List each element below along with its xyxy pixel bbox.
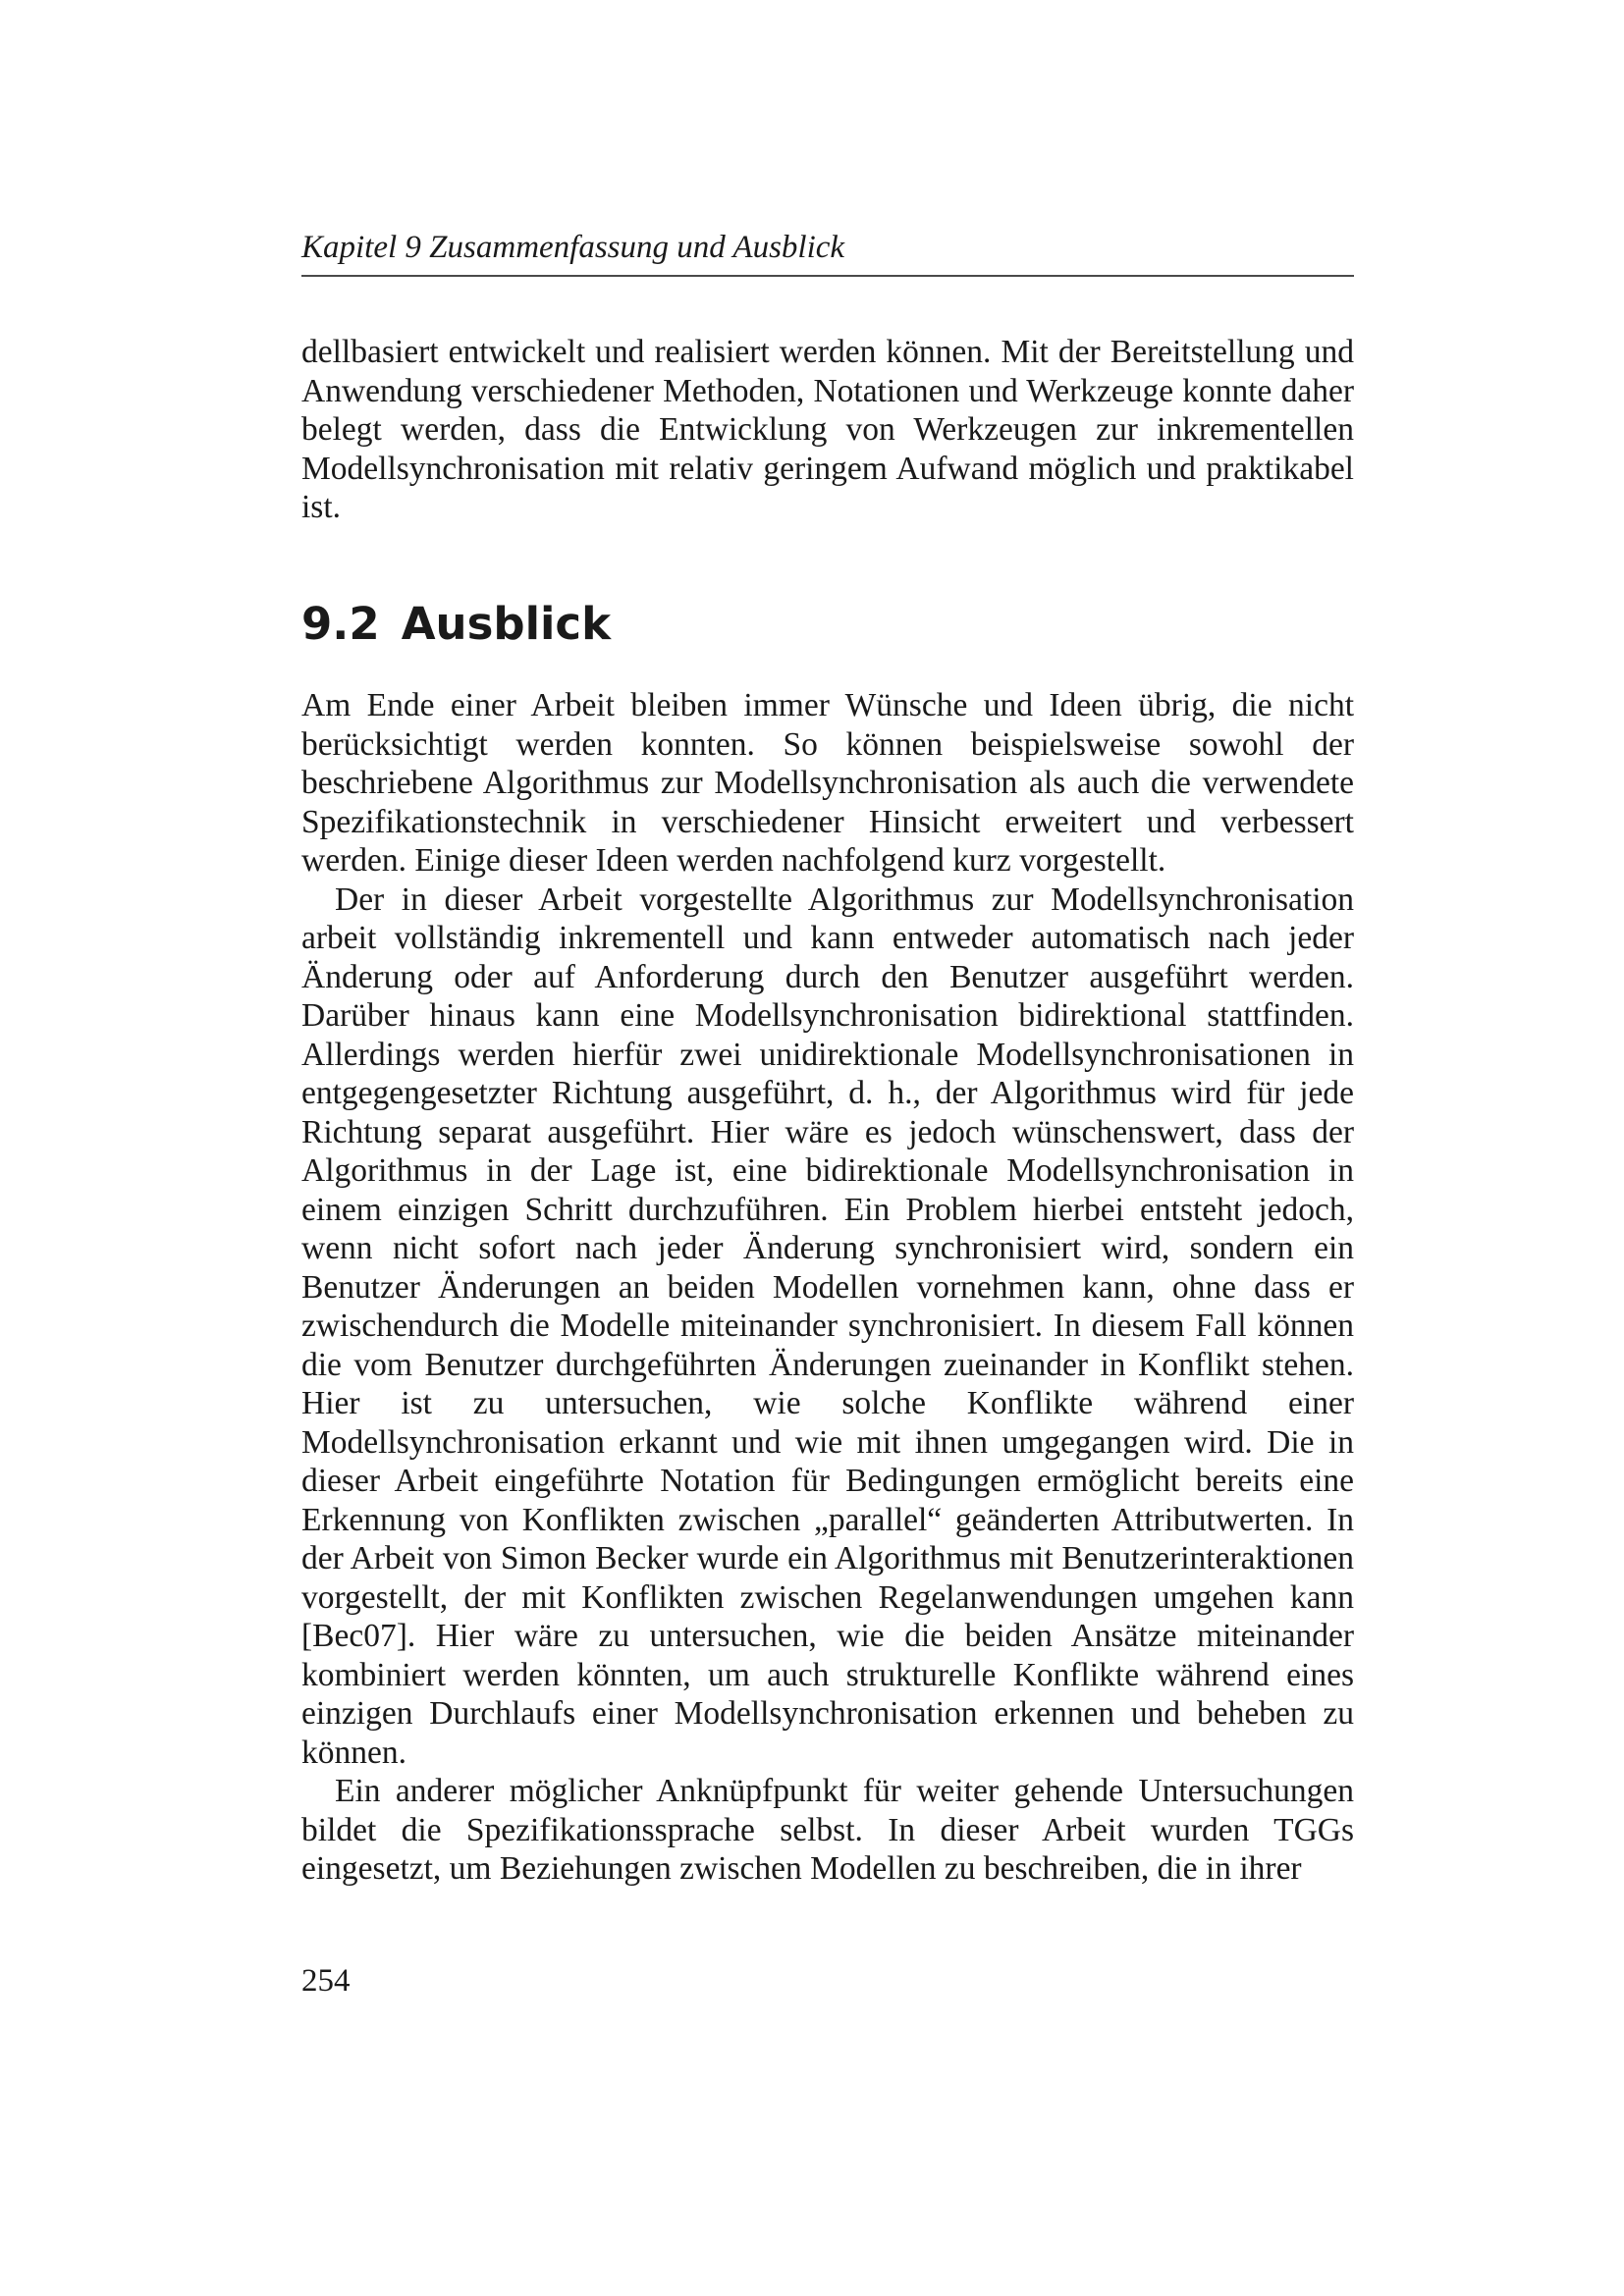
section-number: 9.2 <box>301 598 380 650</box>
section-title: Ausblick <box>401 598 612 650</box>
section-heading <box>301 597 611 652</box>
body-text-section <box>301 686 1354 1889</box>
header-rule <box>301 275 1354 277</box>
page-number: 254 <box>301 1963 351 1999</box>
body-text-top <box>301 333 1354 527</box>
paragraph-continued: dellbasiert entwickelt und realisiert werden können. Mit der Bereitstellung und Anwendung verschiedener Methoden, Notationen und Werkzeuge konnte daher belegt werden, dass die Entwicklung von Werkzeugen zur inkrementellen Modellsynchronisation mit relativ geringem Aufwand möglich und praktikabel ist. <box>301 334 1354 525</box>
paragraph: Am Ende einer Arbeit bleiben immer Wünsche und Ideen übrig, die nicht berücksichtigt werden konnten. So können beispielsweise sowohl der beschriebene Algorithmus zur Modellsynchronisation als auch die verwendete Spezifikationstechnik in verschiedener Hinsicht erweitert und verbessert werden. Einige dieser Ideen werden nachfolgend kurz vorgestellt. <box>301 687 1354 879</box>
running-head: Kapitel 9 Zusammenfassung und Ausblick <box>301 230 845 265</box>
paragraph: Der in dieser Arbeit vorgestellte Algorithmus zur Modellsynchronisation arbeit vollständig inkrementell und kann entweder automatisch nach jeder Änderung oder auf Anforderung durch den Benutzer ausgeführt werden. Darüber hinaus kann eine Modellsynchronisation bidirektional stattfinden. Allerdings werden hierfür zwei unidirektionale Modellsynchronisationen in entgegengesetzter Richtung ausgeführt, d. h., der Algorithmus wird für jede Richtung separat ausgeführt. Hier wäre es jedoch wünschenswert, dass der Algorithmus in der Lage ist, eine bidirektionale Modellsynchronisation in einem einzigen Schritt durchzuführen. Ein Problem hierbei entsteht jedoch, wenn nicht sofort nach jeder Änderung synchronisiert wird, sondern ein Benutzer Änderungen an beiden Modellen vornehmen kann, ohne dass er zwischendurch die Modelle miteinander synchronisiert. In diesem Fall können die vom Benutzer durchgeführten Änderungen zueinander in Konflikt stehen. Hier ist zu untersuchen, wie solche Konflikte während einer Modellsynchronisation erkannt und wie mit ihnen umgegangen wird. Die in dieser Arbeit eingeführte Notation für Bedingungen ermöglicht bereits eine Erkennung von Konflikten zwischen „parallel“ geänderten Attributwerten. In der Arbeit von Simon Becker wurde ein Algorithmus mit Benutzerinteraktionen vorgestellt, der mit Konflikten zwischen Regelanwendungen umgehen kann [Bec07]. Hier wäre zu untersuchen, wie die beiden Ansätze miteinander kombiniert werden könnten, um auch strukturelle Konflikte während eines einzigen Durchlaufs einer Modellsynchronisation erkennen und beheben zu können. <box>301 881 1354 1771</box>
paragraph: Ein anderer möglicher Anknüpfpunkt für weiter gehende Untersuchungen bildet die Spezifikationssprache selbst. In dieser Arbeit wurden TGGs eingesetzt, um Beziehungen zwischen Modellen zu beschreiben, die in ihrer <box>301 1773 1354 1887</box>
